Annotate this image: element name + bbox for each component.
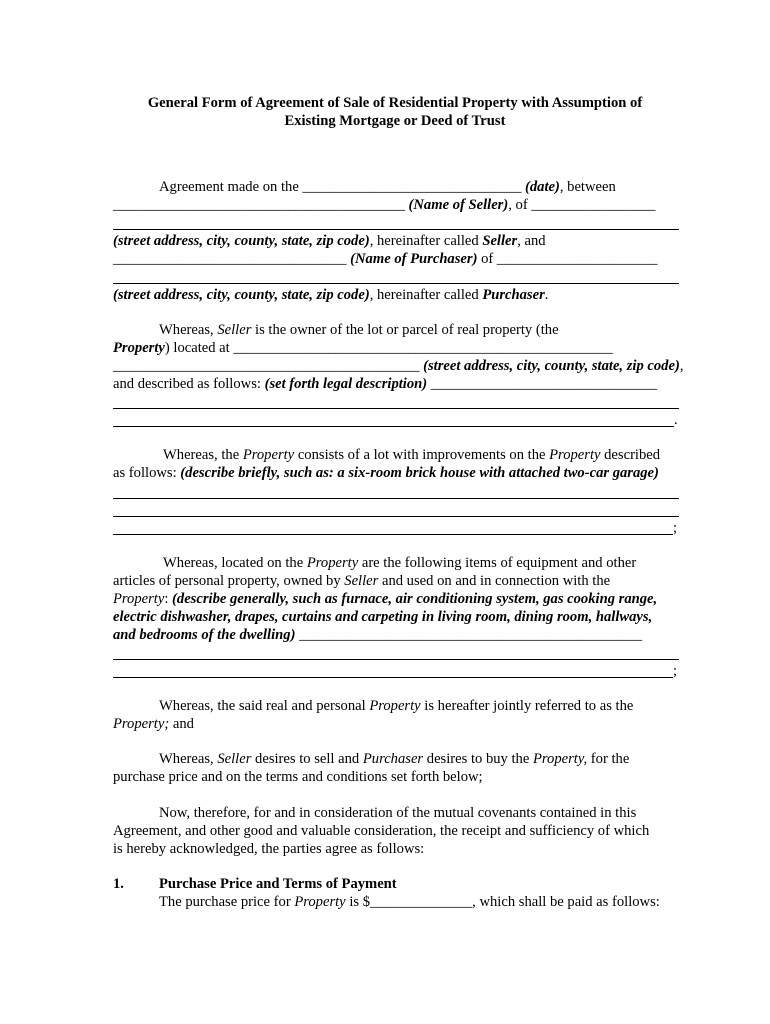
paragraph-desires-line1: Whereas, Seller desires to sell and Purchaser desires to buy the Property, for the xyxy=(159,751,630,767)
improvements-semicolon: ; xyxy=(673,520,678,536)
improvements-blank-2[interactable] xyxy=(113,516,679,517)
section-1-heading: Purchase Price and Terms of Payment xyxy=(159,876,397,892)
paragraph-desires-line2: purchase price and on the terms and conditions set forth below; xyxy=(113,769,483,785)
purchaser-name-blank[interactable]: ________________________________ xyxy=(113,251,347,267)
improvements-blank-3[interactable] xyxy=(113,534,673,535)
section-1-line2: The purchase price for Property is $______________, which shall be paid as follows: xyxy=(159,894,660,910)
section-1-number: 1. xyxy=(113,876,124,892)
improvements-blank-1[interactable] xyxy=(113,498,679,499)
paragraph-equipment-line5: and bedrooms of the dwelling) _______________________________________________ xyxy=(113,627,643,643)
paragraph-agreement-line1: Agreement made on the ______________________________ (date), between xyxy=(159,179,616,195)
paragraph-equipment-line4: electric dishwasher, drapes, curtains and carpeting in living room, dining room, hallways, xyxy=(113,609,653,625)
paragraph-jointly-line1: Whereas, the said real and personal Property is hereafter jointly referred to as the xyxy=(159,698,634,714)
paragraph-property-line3: __________________________________________ (street address, city, county, state, zip code), xyxy=(113,358,684,374)
purchaser-address-blank[interactable] xyxy=(113,283,679,284)
paragraph-improvements-line1: Whereas, the Property consists of a lot with improvements on the Property described xyxy=(163,447,661,463)
purchase-price-blank[interactable]: ______________ xyxy=(370,894,473,910)
property-address-blank[interactable]: __________________________________________ xyxy=(113,358,420,374)
equipment-blank-3[interactable] xyxy=(113,677,673,678)
paragraph-agreement-line2: ________________________________________ (Name of Seller), of _________________ xyxy=(113,197,656,213)
paragraph-agreement-line4: ________________________________ (Name of Purchaser) of ______________________ xyxy=(113,251,658,267)
paragraph-agreement-line3: (street address, city, county, state, zip code), hereinafter called Seller, and xyxy=(113,233,546,249)
paragraph-improvements-line2: as follows: (describe briefly, such as: a six-room brick house with attached two-car garage) xyxy=(113,465,659,481)
paragraph-property-line2: Property) located at ____________________________________________________ xyxy=(113,340,613,356)
paragraph-property-line1: Whereas, Seller is the owner of the lot or parcel of real property (the xyxy=(159,322,559,338)
equipment-semicolon: ; xyxy=(673,663,678,679)
legal-description-period: . xyxy=(674,412,678,428)
seller-of-blank[interactable]: _________________ xyxy=(531,197,656,213)
property-location-blank[interactable]: ____________________________________________________ xyxy=(233,340,613,356)
paragraph-equipment-line2: articles of personal property, owned by Seller and used on and in connection with the xyxy=(113,573,611,589)
legal-description-blank[interactable]: _______________________________ xyxy=(427,376,657,392)
paragraph-equipment-line1: Whereas, located on the Property are the following items of equipment and other xyxy=(163,555,637,571)
seller-address-blank[interactable] xyxy=(113,229,679,230)
equipment-blank[interactable]: _______________________________________________ xyxy=(295,627,643,643)
paragraph-therefore-line1: Now, therefore, for and in consideration of the mutual covenants contained in this xyxy=(159,805,637,821)
paragraph-therefore-line2: Agreement, and other good and valuable consideration, the receipt and sufficiency of which xyxy=(113,823,650,839)
legal-description-line2[interactable] xyxy=(113,408,679,409)
paragraph-equipment-line3: Property: (describe generally, such as furnace, air conditioning system, gas cooking range, xyxy=(113,591,658,607)
paragraph-agreement-line5: (street address, city, county, state, zip code), hereinafter called Purchaser. xyxy=(113,287,549,303)
paragraph-therefore-line3: is hereby acknowledged, the parties agree as follows: xyxy=(113,841,425,857)
paragraph-jointly-line2: Property; and xyxy=(113,716,194,732)
seller-name-blank[interactable]: ________________________________________ xyxy=(113,197,405,213)
legal-description-line3[interactable] xyxy=(113,426,674,427)
document-title-line1: General Form of Agreement of Sale of Residential Property with Assumption of xyxy=(147,95,643,111)
date-blank[interactable]: ______________________________ xyxy=(302,179,522,195)
equipment-blank-2[interactable] xyxy=(113,659,679,660)
paragraph-property-line4: and described as follows: (set forth legal description) _______________________________ xyxy=(113,376,657,392)
document-title-line2: Existing Mortgage or Deed of Trust xyxy=(284,113,506,129)
purchaser-of-blank[interactable]: ______________________ xyxy=(496,251,658,267)
